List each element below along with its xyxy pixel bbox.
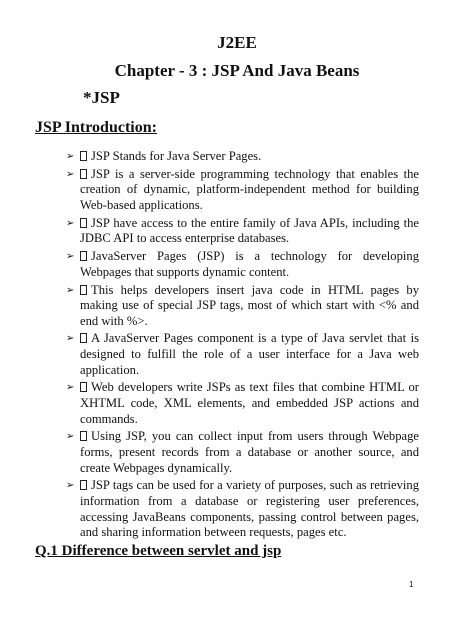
- list-item: [66, 380, 419, 427]
- page-number: 1: [409, 580, 414, 589]
- missing-glyph-icon: [80, 169, 87, 179]
- bullet-text: JSP tags can be used for a variety of purposes, such as retrieving information from a database or registering user preferences, accessing JavaBeans components, passing control between pages, and sharing information between requests, pages etc.: [80, 478, 419, 540]
- question-heading: Q.1 Difference between servlet and jsp: [35, 543, 282, 559]
- bullet-text: Using JSP, you can collect input from users through Webpage forms, present records from a database or another source, and create Webpages dynamically.: [80, 429, 419, 475]
- bullet-text: JavaServer Pages (JSP) is a technology for developing Webpages that supports dynamic content.: [80, 249, 419, 279]
- bullet-text: JSP Stands for Java Server Pages.: [91, 149, 262, 163]
- list-item: [66, 331, 419, 378]
- list-item: [66, 478, 419, 540]
- chapter-title: Chapter - 3 : JSP And Java Beans: [114, 61, 360, 80]
- section-title: *JSP: [83, 88, 120, 107]
- bullet-text: A JavaServer Pages component is a type of Java servlet that is designed to fulfill the role of a user interface for a Java web application.: [80, 331, 419, 377]
- missing-glyph-icon: [80, 480, 87, 490]
- list-item: [66, 149, 419, 165]
- arrow-bullet-icon: ➢: [66, 284, 75, 296]
- list-item: [66, 283, 419, 330]
- intro-heading: JSP Introduction:: [35, 119, 157, 136]
- arrow-bullet-icon: ➢: [66, 217, 75, 229]
- bullet-text: Web developers write JSPs as text files that combine HTML or XHTML code, XML elements, and embedded JSP actions and commands.: [80, 380, 419, 426]
- document-title: J2EE: [217, 33, 257, 52]
- missing-glyph-icon: [80, 382, 87, 392]
- arrow-bullet-icon: ➢: [66, 333, 75, 345]
- arrow-bullet-icon: ➢: [66, 382, 75, 394]
- arrow-bullet-icon: ➢: [66, 431, 75, 443]
- list-item: [66, 216, 419, 247]
- bullet-text: JSP is a server-side programming technology that enables the creation of dynamic, platform-independent method for building Web-based applications.: [80, 166, 419, 212]
- missing-glyph-icon: [80, 285, 87, 295]
- arrow-bullet-icon: ➢: [66, 151, 75, 162]
- list-item: [66, 429, 419, 476]
- missing-glyph-icon: [80, 218, 87, 228]
- list-item: [66, 249, 419, 280]
- missing-glyph-icon: [80, 251, 87, 261]
- bullet-text: This helps developers insert java code in HTML pages by making use of special JSP tags, most of which start with <% and end with %>.: [80, 282, 419, 328]
- bullet-text: JSP have access to the entire family of Java APIs, including the JDBC API to access enterprise databases.: [80, 215, 419, 246]
- arrow-bullet-icon: ➢: [66, 480, 75, 492]
- arrow-bullet-icon: ➢: [66, 168, 75, 180]
- bullet-list: [66, 149, 419, 543]
- list-item: [66, 167, 419, 214]
- missing-glyph-icon: [80, 431, 87, 441]
- missing-glyph-icon: [80, 151, 87, 161]
- missing-glyph-icon: [80, 333, 87, 343]
- arrow-bullet-icon: ➢: [66, 251, 75, 263]
